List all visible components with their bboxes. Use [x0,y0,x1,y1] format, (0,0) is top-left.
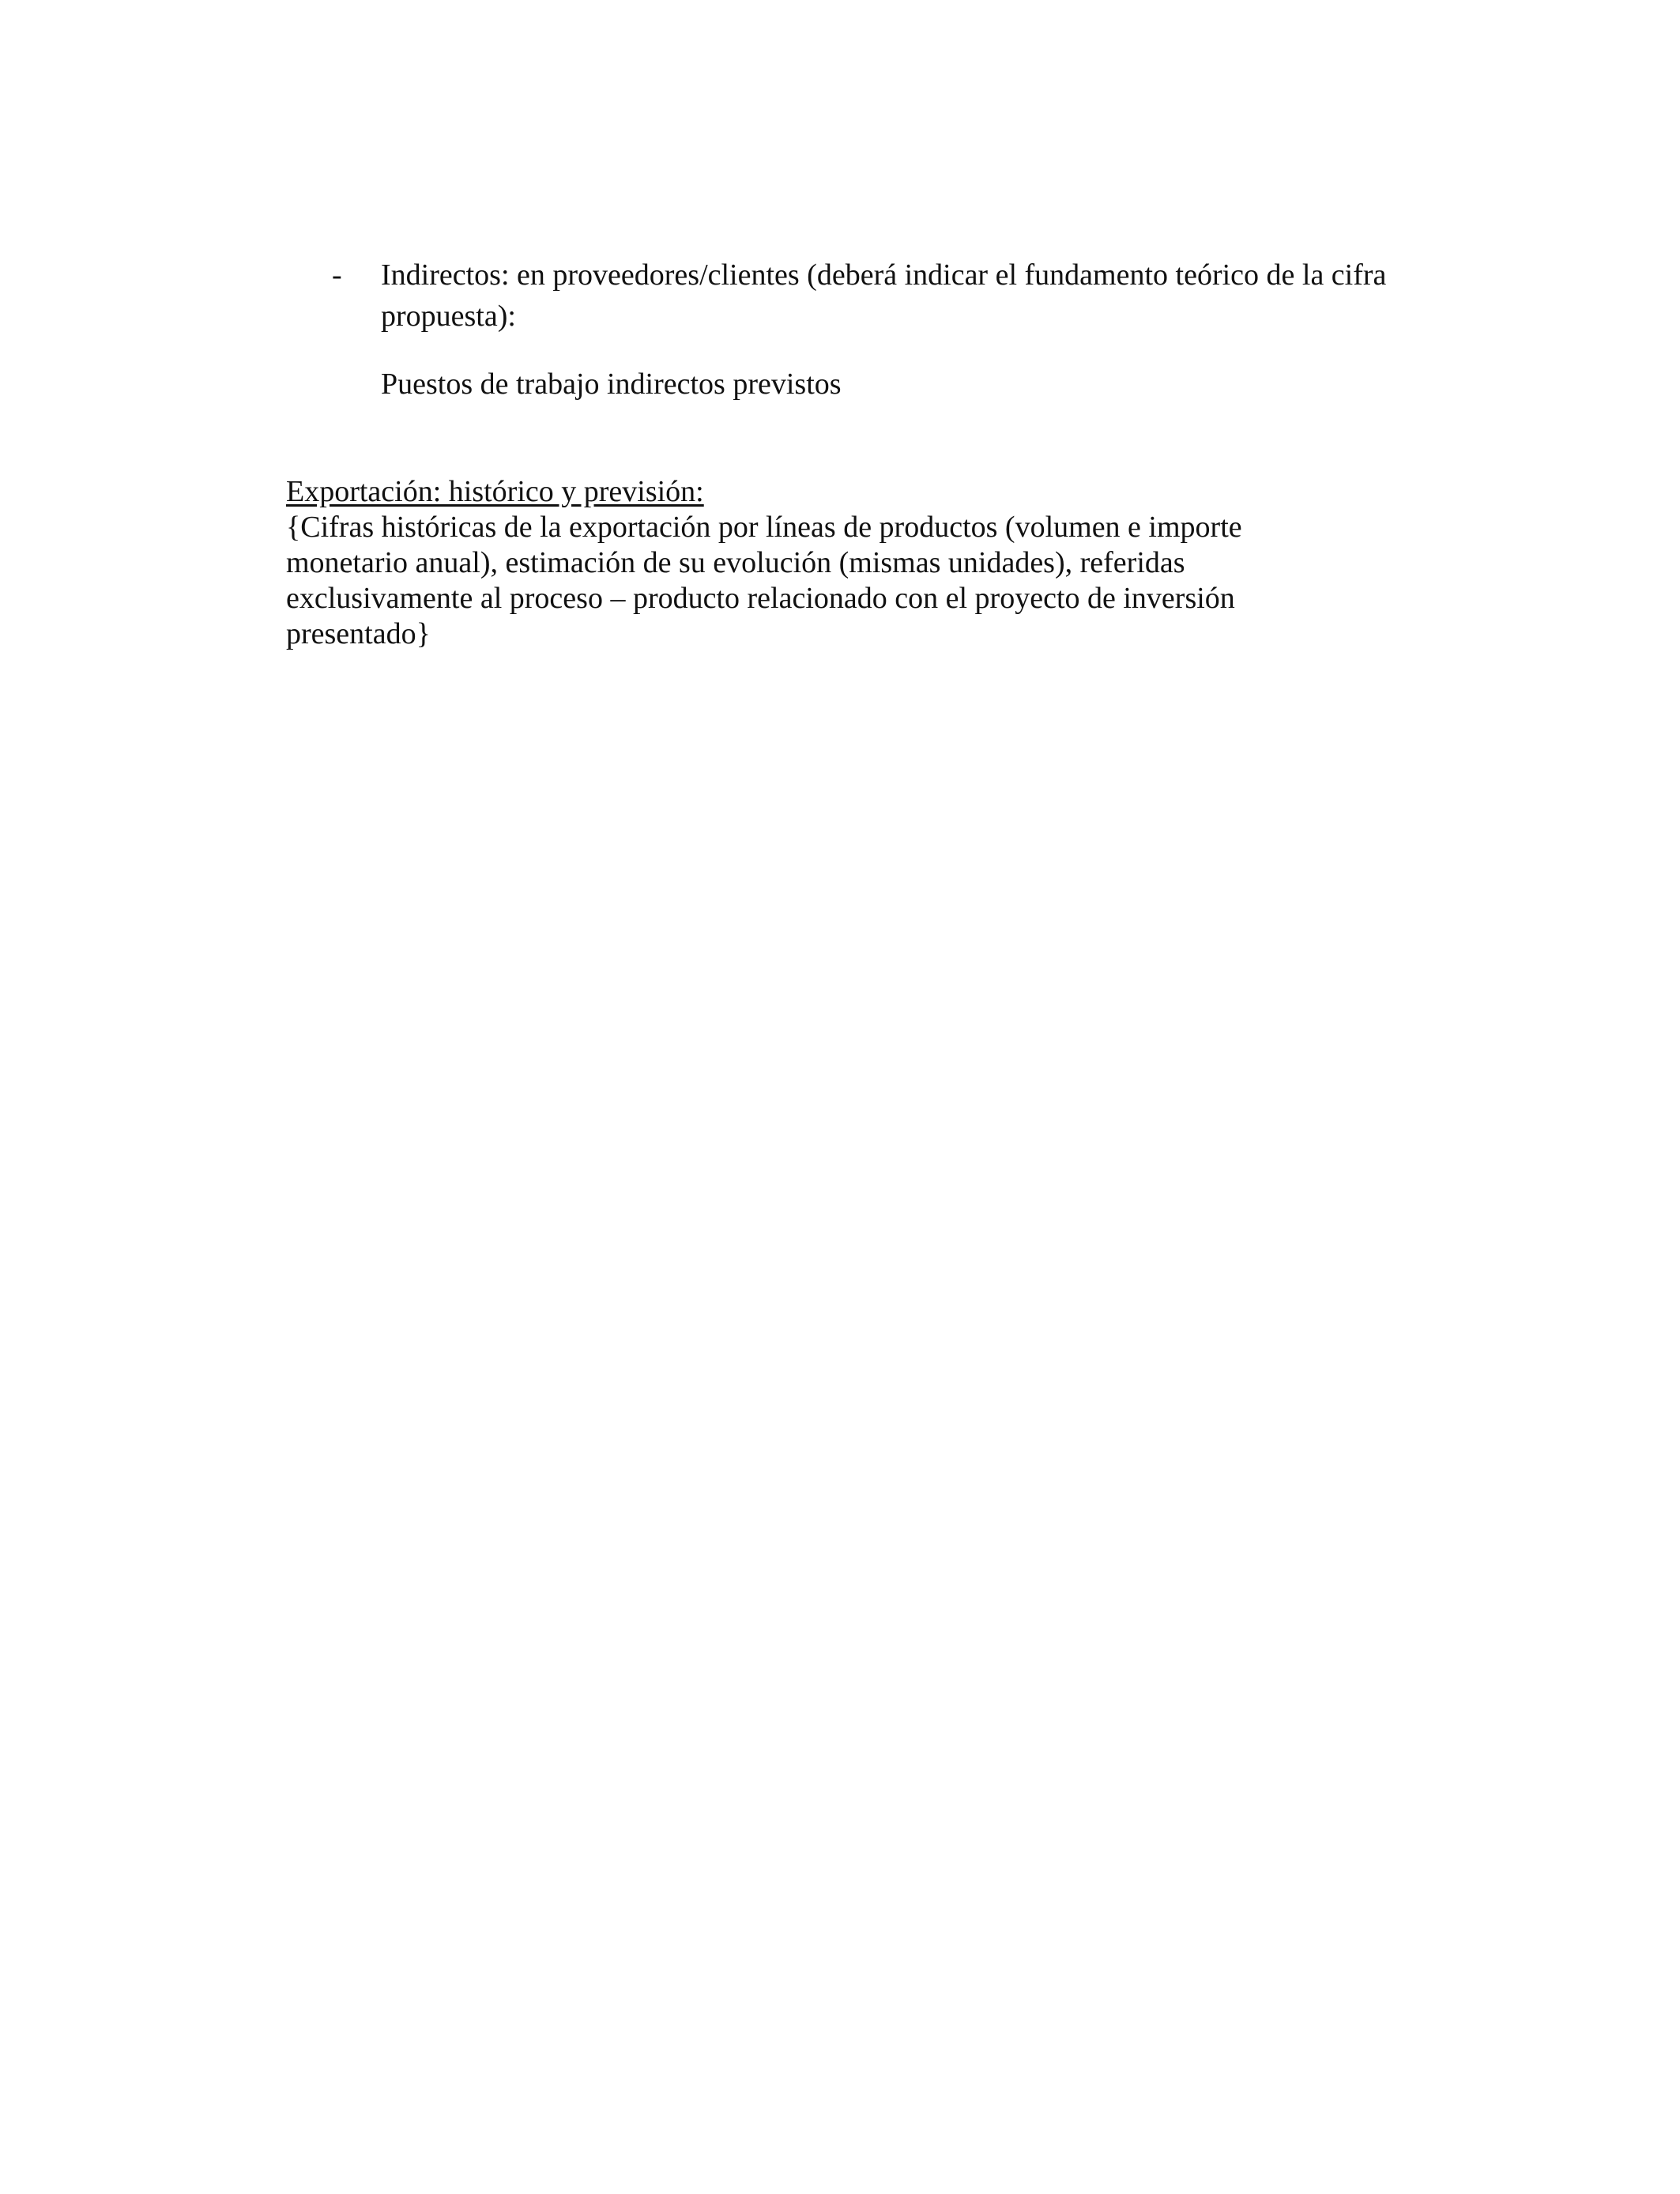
section-title: Exportación: histórico y previsión: [286,475,704,508]
section-body: {Cifras históricas de la exportación por líneas de productos (volumen e importe monetario anual), estimación de su evolución (mismas unidades), referidas exclusivamente al proceso – producto relacionado con el proyecto de inversión presentado} [286,511,1242,650]
section-exportacion [286,474,1361,652]
bullet-text: Indirectos: en proveedores/clientes (deberá indicar el fundamento teórico de la cifra propuesta): [381,258,1387,333]
sub-item-puestos-indirectos: Puestos de trabajo indirectos previstos [381,368,842,401]
bullet-marker: - [332,258,342,292]
